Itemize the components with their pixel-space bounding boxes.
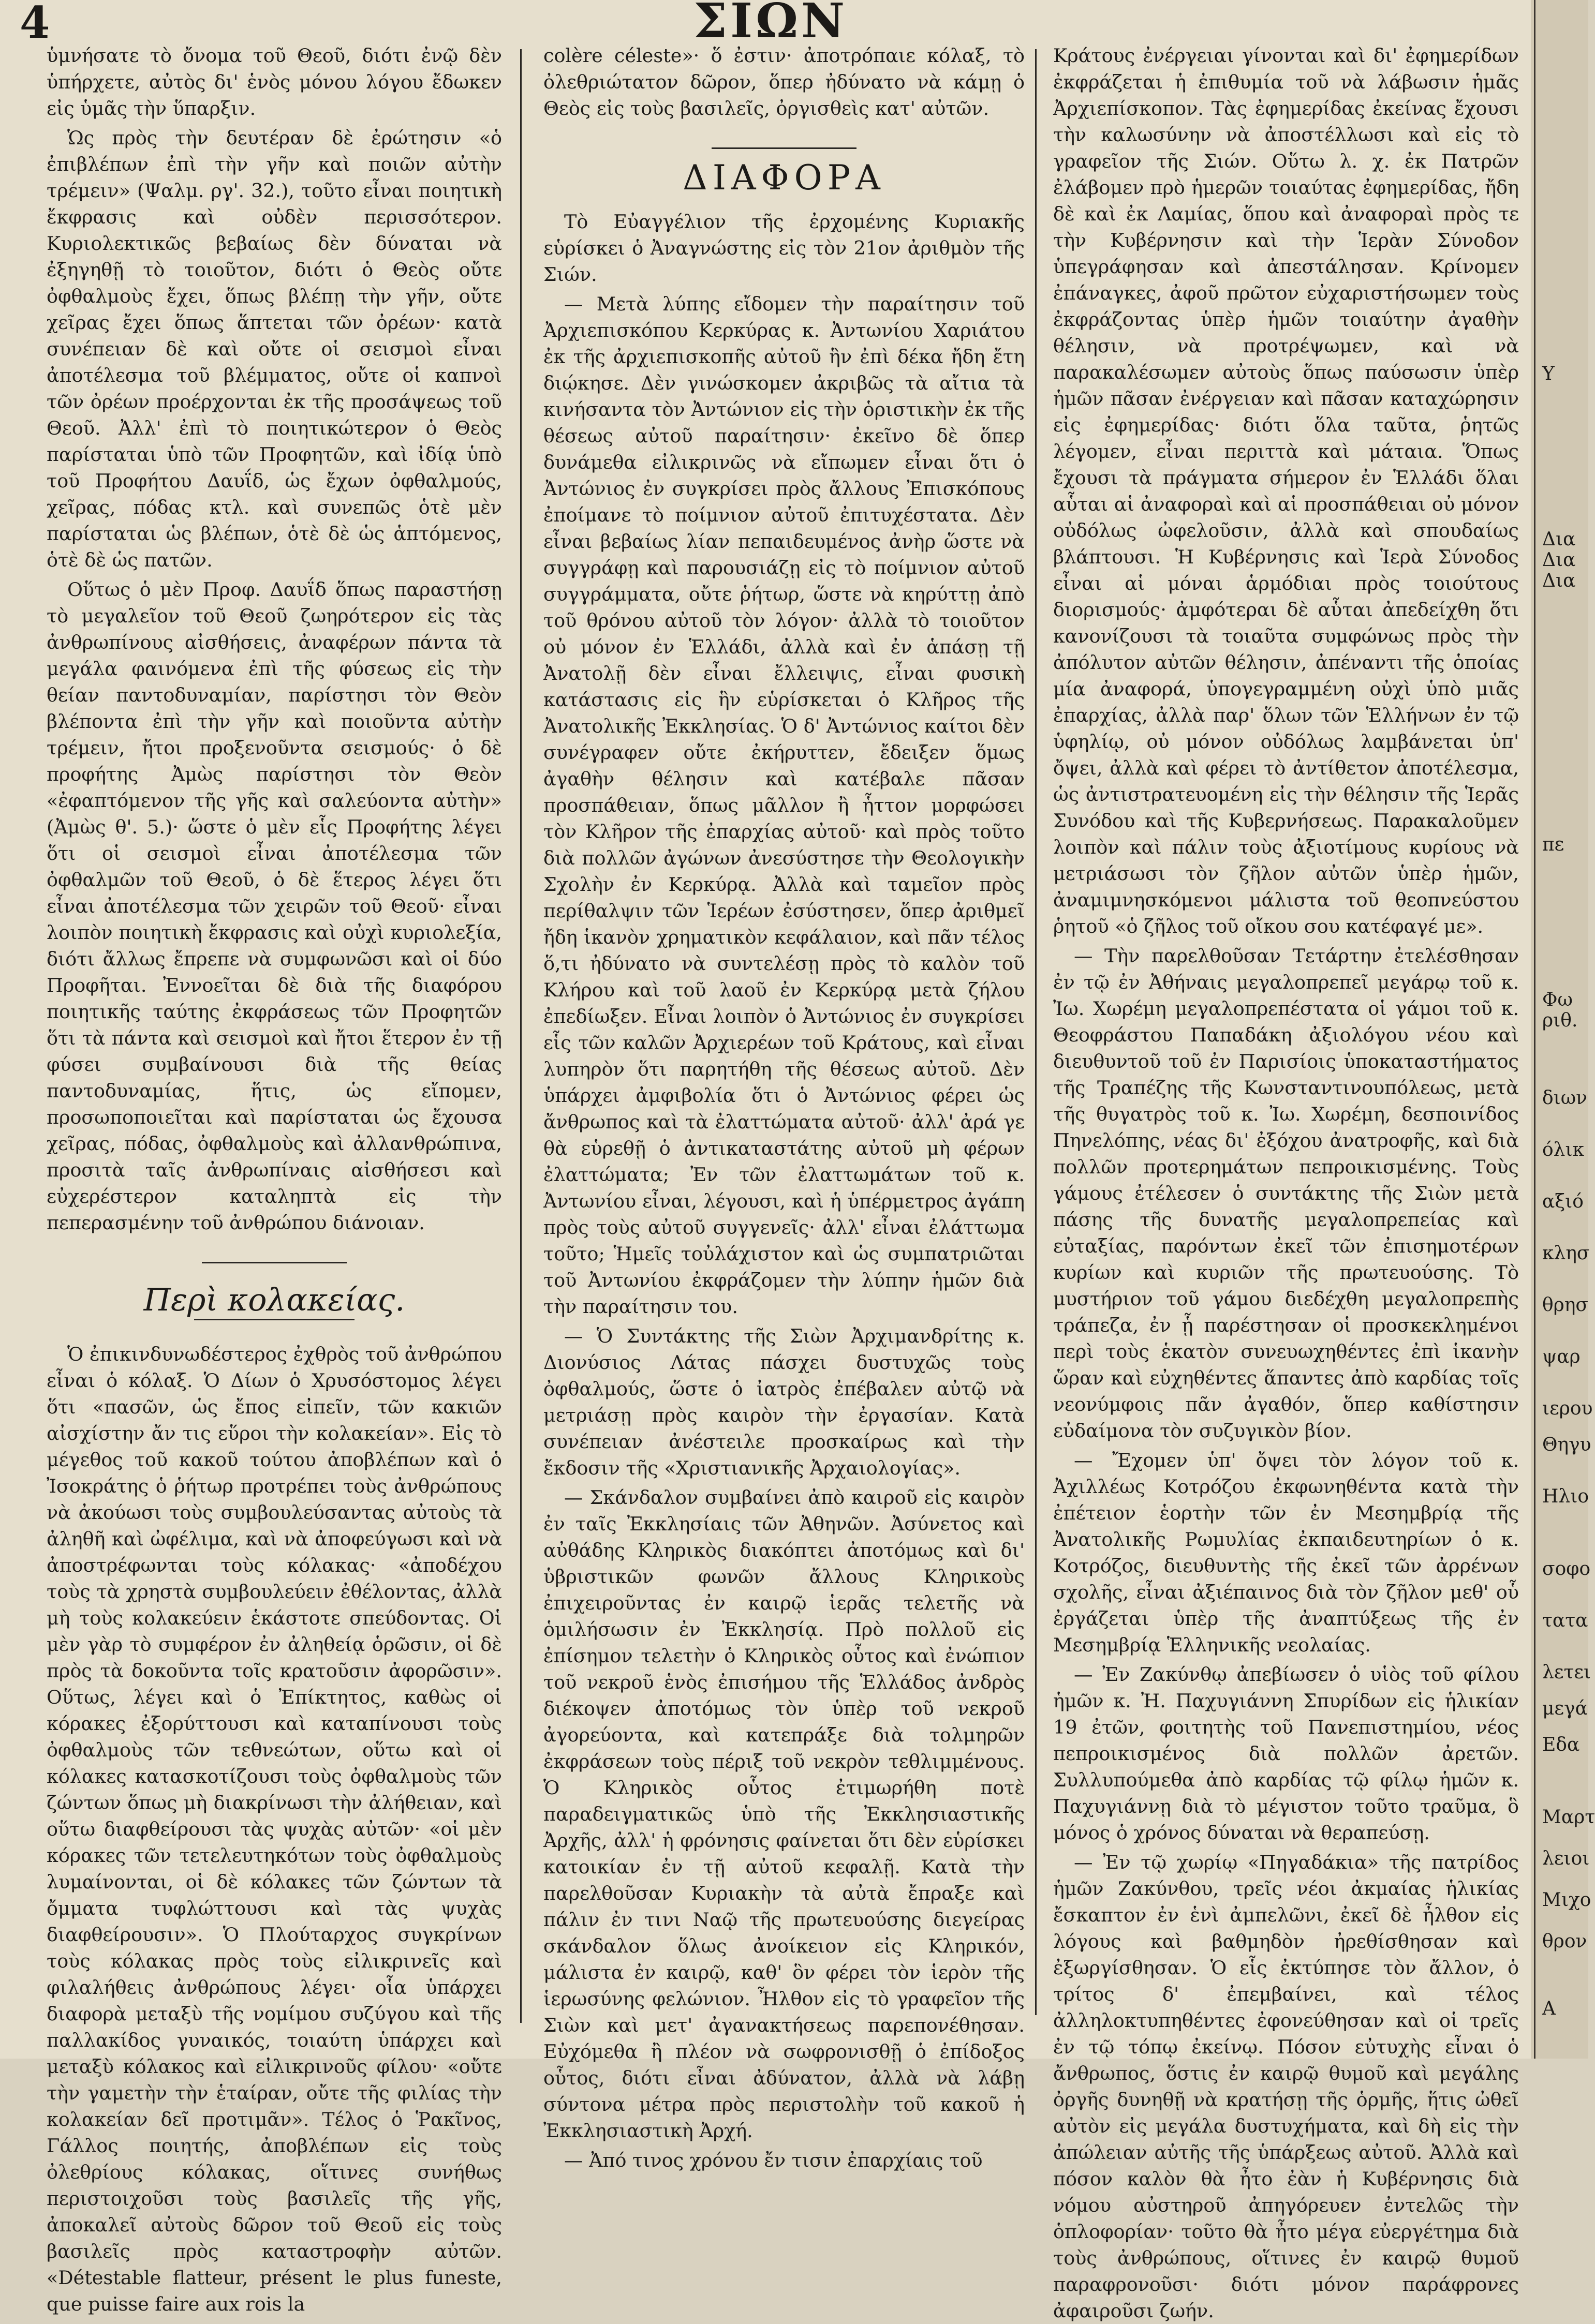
edge-fragment: Ηλιο (1542, 1486, 1589, 1507)
news-item: — Μετὰ λύπης εἴδομεν τὴν παραίτησιν τοῦ Ἀρχιεπισκόπου Κερκύρας κ. Ἀντωνίου Χαριάτου ἐκ τῆς ἀρχιεπισκοπῆς αὐτοῦ ἣν ἐπὶ δέκα ἤδη ἔτη διῴκησε. Δὲν γινώσκομεν ἀκριβῶς τὰ αἴτια τὰ κινήσαντα τὸν Ἀντώνιον εἰς τὴν ὁριστικὴν ἐκ τῆς θέσεως αὐτοῦ παραίτησιν· ἐκεῖνο δὲ ὅπερ δυνάμεθα εἰλικρινῶς νὰ εἴπωμεν εἶναι ὅτι ὁ Ἀντώνιος ἐν συγκρίσει πρὸς ἄλλους Ἐπισκόπους ἐποίμανε τὸ ποίμνιον αὐτοῦ ἐπιτυχέστατα. Δὲν εἶναι βεβαίως λίαν πεπαιδευμένος ἀνὴρ ὥστε νὰ συγγράφῃ καὶ παρουσιάζῃ εἰς τὸ ποίμνιον αὐτοῦ συγγράμματα, οὔτε ῥήτωρ, ὥστε νὰ κηρύττῃ ἀπὸ τοῦ θρόνου αὐτοῦ τὸν λόγον· ἀλλὰ τὸ τοιοῦτον οὐ μόνον ἐν Ἑλλάδι, ἀλλὰ καὶ ἐν ἁπάσῃ τῇ Ἀνατολῇ δὲν εἶναι ἔλλειψις, εἶναι φυσικὴ κατάστασις εἰς ἣν εὑρίσκεται ὁ Κλῆρος τῆς Ἀνατολικῆς Ἐκκλησίας. Ὁ δ' Ἀντώνιος καίτοι δὲν συνέγραφεν οὔτε ἐκήρυττεν, ἔδειξεν ὅμως ἀγαθὴν θέλησιν καὶ κατέβαλε πᾶσαν προσπάθειαν, ὅπως μᾶλλον ἢ ἧττον μορφώσει τὸν Κλῆρον τῆς ἐπαρχίας αὐτοῦ· καὶ πρὸς τοῦτο διὰ πολλῶν ἀγώνων ἀνεσύστησε τὴν Θεολογικὴν Σχολὴν ἐν Κερκύρᾳ. Ἀλλὰ καὶ ταμεῖον πρὸς περίθαλψιν τῶν Ἱερέων ἐσύστησεν, ὅπερ ἀριθμεῖ ἤδη ἱκανὸν χρηματικὸν κεφάλαιον, καὶ πᾶν τέλος ὅ,τι ἠδύνατο νὰ συντελέσῃ πρὸς τὸ καλὸν τοῦ Κλήρου καὶ τοῦ λαοῦ ἐν Κερκύρᾳ μετὰ ζήλου ἐπεδίωξεν. Εἶναι λοιπὸν ὁ Ἀντώνιος ἐν συγκρίσει εἷς τῶν καλῶν Ἀρχιερέων τοῦ Κράτους, καὶ εἶναι λυπηρὸν ὅτι παρητήθη τῆς θέσεως αὐτοῦ. Δὲν ὑπάρχει ἀμφιβολία ὅτι ὁ Ἀντώνιος φέρει ὡς ἄνθρωπος καὶ τὰ ἐλαττώματα αὐτοῦ· ἀλλ' ἀρά γε θὰ εὑρεθῇ ὁ ἀντικαταστάτης αὐτοῦ μὴ φέρων ἐλαττώματα; Ἐν τῶν ἐλαττωμάτων τοῦ κ. Ἀντωνίου εἶναι, λέγουσι, καὶ ἡ ὑπέρμετρος ἀγάπη πρὸς τοὺς αὐτοῦ συγγενεῖς· ἀλλ' εἶναι ἐλάττωμα τοῦτο; Ἡμεῖς τοὐλάχιστον καὶ ὡς συμπατριῶται τοῦ Ἀντωνίου ἐκφράζομεν τὴν λύπην ἡμῶν διὰ τὴν παραίτησιν του. (543, 293, 1025, 1318)
news-item: Κράτους ἐνέργειαι γίνονται καὶ δι' ἐφημερίδων ἐκφράζεται ἡ ἐπιθυμία τοῦ νὰ λάβωσιν ἡμᾶς Ἀρχιεπίσκοπον. Τὰς ἐφημερίδας ἐκείνας ἔχουσι τὴν καλωσύνην νὰ ἀποστέλλωσι καὶ εἰς τὸ γραφεῖον τῆς Σιών. Οὕτω λ. χ. ἐκ Πατρῶν ἐλάβομεν πρὸ ἡμερῶν τοιαύτας ἐφημερίδας, ἤδη δὲ καὶ ἐκ Λαμίας, ὅπου καὶ ἀναφοραὶ πρὸς τε τὴν Κυβέρνησιν καὶ τὴν Ἱερὰν Σύνοδον ὑπεγράφησαν καὶ ἀπεστάλησαν. Κρίνομεν ἐπάναγκες, ἀφοῦ πρῶτον εὐχαριστήσωμεν τοὺς ἐκφράζοντας ὑπὲρ ἡμῶν τοιαύτην ἀγαθὴν θέλησιν, νὰ προτρέψωμεν, καὶ νὰ παρακαλέσωμεν αὐτοὺς ὅπως παύσωσιν ὑπὲρ ἡμῶν πᾶσαν ἐνέργειαν καὶ πᾶσαν καταχώρησιν εἰς ἐφημερίδας· διότι ὅλα ταῦτα, ῥητῶς λέγομεν, εἶναι περιττὰ καὶ μάταια. Ὅπως ἔχουσι τὰ πράγματα σήμερον ἐν Ἑλλάδι ὅλαι αὗται αἱ ἀναφοραὶ καὶ αἱ προσπάθειαι οὐ μόνον οὐδόλως ὠφελοῦσιν, ἀλλὰ καὶ σπουδαίως βλάπτουσι. Ἡ Κυβέρνησις καὶ Ἱερὰ Σύνοδος εἶναι αἱ μόναι ἁρμόδιαι πρὸς τοιούτους διορισμούς· ἀμφότεραι δὲ αὗται ἀπεδείχθη ὅτι κανονίζουσι τὰ τοιαῦτα συμφώνως πρὸς τὴν ἀπόλυτον αὐτῶν θέλησιν, ἀπέναντι τῆς ὁποίας μία ἀναφορά, ὑπογεγραμμένη οὐχὶ ὑπὸ μιᾶς ἐπαρχίας, ἀλλὰ παρ' ὅλων τῶν Ἑλλήνων ἐν τῷ ὑφηλίῳ, οὐ μόνον οὐδόλως λαμβάνεται ὑπ' ὄψει, ἀλλὰ καὶ φέρει τὸ ἀντίθετον ἀποτέλεσμα, ὡς ἀντιστρατευομένη εἰς τὴν θέλησιν τῆς Ἱερᾶς Συνόδου καὶ τῆς Κυβερνήσεως. Παρακαλοῦμεν λοιπὸν καὶ πάλιν τοὺς ἀξιοτίμους κυρίους νὰ μετριάσωσι τὸν ζῆλον αὐτῶν ὑπὲρ ἡμῶν, ἀναμιμνησκόμενοι μάλιστα τοῦ θεοπνεύστου ῥητοῦ «ὁ ζῆλος τοῦ οἴκου σου κατέφαγέ με». (1053, 44, 1519, 937)
edge-fragment: διων (1542, 1087, 1588, 1109)
edge-fragment: όλικ (1542, 1139, 1585, 1160)
edge-fragment: ιερου (1542, 1398, 1593, 1419)
news-item: — Ὁ Συντάκτης τῆς Σιὼν Ἀρχιμανδρίτης κ. Διονύσιος Λάτας πάσχει δυστυχῶς τοὺς ὀφθαλμούς, ὥστε ὁ ἰατρὸς ἐπέβαλεν αὐτῷ νὰ μετριάσῃ πρὸς καιρὸν τὴν ἐργασίαν. Κατὰ συνέπειαν ἀνέστειλε προσκαίρως καὶ τὴν ἔκδοσιν τῆς «Χριστιανικῆς Ἀρχαιολογίας». (543, 1325, 1025, 1479)
edge-fragment: θρον (1542, 1931, 1587, 1952)
edge-fragment: μεγά (1542, 1698, 1588, 1719)
edge-fragment: Α (1542, 1998, 1556, 2019)
section-divider (202, 1262, 347, 1263)
edge-fragment: Μιχο (1542, 1889, 1591, 1911)
edge-fragment: πε (1542, 834, 1564, 855)
column-divider-right (1035, 49, 1037, 2015)
paragraph: colère céleste»· ὅ ἐστιν· ἀποτρόπαιε κόλαξ, τὸ ὀλεθριώτατον δῶρον, ὅπερ ἠδύνατο νὰ κάμῃ ὁ Θεὸς εἰς τοὺς βασιλεῖς, ὀργισθεὶς κατ' αὐτῶν. (543, 44, 1025, 120)
edge-fragment: Θηγυ (1542, 1434, 1591, 1455)
edge-fragment: ριθ. (1542, 1010, 1578, 1031)
edge-fragment: Μαρτ (1542, 1807, 1595, 1828)
news-item: — Ἔχομεν ὑπ' ὄψει τὸν λόγον τοῦ κ. Ἀχιλλέως Κοτρόζου ἐκφωνηθέντα κατὰ τὴν ἐπέτειον ἑορτὴν τῶν ἐν Μεσημβρίᾳ τῆς Ἀνατολικῆς Ρωμυλίας ἐκπαιδευτηρίων ὁ κ. Κοτρόζος, διευθυντὴς τῆς ἐκεῖ τῶν ἀρρένων σχολῆς, εἶναι ἀξιέπαινος διὰ τὸν ζῆλον μεθ' οὗ ἐργάζεται ὑπὲρ τῆς ἀναπτύξεως τῆς ἐν Μεσημβρίᾳ Ἑλληνικῆς νεολαίας. (1053, 1449, 1519, 1656)
news-item: Τὸ Εὐαγγέλιον τῆς ἐρχομένης Κυριακῆς εὑρίσκει ὁ Ἀναγνώστης εἰς τὸν 21ον ἀριθμὸν τῆς Σιών. (543, 211, 1025, 286)
edge-fragment: Δια (1542, 529, 1576, 550)
edge-fragment: ψαρ (1542, 1346, 1581, 1367)
news-item: — Σκάνδαλον συμβαίνει ἀπὸ καιροῦ εἰς καιρὸν ἐν ταῖς Ἐκκλησίαις τῶν Ἀθηνῶν. Ἀσύνετος καὶ αὐθάδης Κληρικὸς διακόπτει ἀποτόμως καὶ δι' ὑβριστικῶν φωνῶν ἄλλους Κληρικοὺς ἐπιχειροῦντας ἐν καιρῷ ἱερᾶς τελετῆς νὰ ὁμιλήσωσιν ἐν Ἐκκλησίᾳ. Πρὸ πολλοῦ εἰς ἐπίσημον τελετὴν ὁ Κληρικὸς οὗτος καὶ ἐνώπιον τοῦ νεκροῦ ἑνὸς ἐπισήμου τῆς Ἑλλάδος ἀνδρὸς διέκοψεν ἀποτόμως τὸν ὑπὲρ τοῦ νεκροῦ ἀγορεύοντα, καὶ κατεπράξε διὰ τολμηρῶν ἐκφράσεων τοὺς πέριξ τοῦ νεκρὸν τεθλιμμένους. Ὁ Κληρικὸς οὗτος ἐτιμωρήθη ποτὲ παραδειγματικῶς ὑπὸ τῆς Ἐκκλησιαστικῆς Ἀρχῆς, ἀλλ' ἡ φρόνησις φαίνεται ὅτι δὲν εὑρίσκει κατοικίαν ἐν τῇ αὐτοῦ κεφαλῇ. Κατὰ τὴν παρελθοῦσαν Κυριακὴν τὰ αὐτὰ ἔπραξε καὶ πάλιν ἐν τινι Ναῷ τῆς πρωτευούσης διεγείρας σκάνδαλον ὅλως ἀνοίκειον εἰς Κληρικόν, μάλιστα ἐν καιρῷ, καθ' ὃν φέρει τὸν ἱερὸν τῆς ἱερωσύνης φελώνιον. Ἦλθον εἰς τὸ γραφεῖον τῆς Σιὼν καὶ μετ' ἀγανακτήσεως παρεπονέθησαν. Εὐχόμεθα ἢ πλέον νὰ σωφρονισθῇ ὁ ἐπίδοξος οὗτος, διότι εἶναι ἀδύνατον, ἀλλὰ νὰ λάβῃ σύντονα μέτρα πρὸς περιστολὴν τοῦ κακοῦ ἡ Ἐκκλησιαστικὴ Ἀρχή. (543, 1486, 1025, 2142)
column-middle (543, 42, 1025, 2171)
edge-fragment: αξιό (1542, 1191, 1584, 1212)
adjacent-page-edge (1531, 0, 1595, 2059)
edge-fragment: Φω (1542, 989, 1573, 1010)
paragraph: Ὡς πρὸς τὴν δευτέραν δὲ ἐρώτησιν «ὁ ἐπιβλέπων ἐπὶ τὴν γῆν καὶ ποιῶν αὐτὴν τρέμειν» (Ψαλμ. ργ'. 32.), τοῦτο εἶναι ποιητικὴ ἔκφρασις καὶ οὐδὲν περισσότερον. Κυριολεκτικῶς βεβαίως δὲν δύναται νὰ ἐξηγηθῇ τὸ τοιοῦτον, διότι ὁ Θεὸς οὔτε ὀφθαλμοὺς ἔχει, ὅπως βλέπῃ τὴν γῆν, οὔτε χεῖρας ἔχει ὅπως ἅπτεται τῶν ὀρέων· κατὰ συνέπειαν δὲ καὶ οὔτε οἱ σεισμοὶ εἶναι ἀποτέλεσμα τοῦ βλέμματος, οὔτε οἱ καπνοὶ τῶν ὀρέων προέρχονται ἐκ τῆς προσάψεως τοῦ Θεοῦ. Ἀλλ' ἐπὶ τὸ ποιητικώτερον ὁ Θεὸς παρίσταται ὑπὸ τῶν Προφητῶν, καὶ ἰδίᾳ ὑπὸ τοῦ Προφήτου Δαυΐδ, ὡς ἔχων ὀφθαλμούς, χεῖρας, πόδας κτλ. καὶ συνεπῶς ὁτὲ μὲν παρίσταται ὡς βλέπων, ὁτὲ δὲ ὡς ἁπτόμενος, ὁτὲ δὲ ὡς πατῶν. (47, 127, 502, 571)
news-item: — Τὴν παρελθοῦσαν Τετάρτην ἐτελέσθησαν ἐν τῷ ἐν Ἀθήναις μεγαλοπρεπεῖ μεγάρῳ τοῦ κ. Ἰω. Χωρέμη μεγαλοπρεπέστατα οἱ γάμοι τοῦ κ. Θεοφράστου Παπαδάκη ἀξιολόγου νέου καὶ διευθυντοῦ τοῦ ἐν Παρισίοις ὑποκαταστήματος τῆς Τραπέζης τῆς Κωνσταντινουπόλεως, μετὰ τῆς θυγατρὸς τοῦ κ. Ἰω. Χωρέμη, δεσποινίδος Πηνελόπης, νέας δι' ἐξόχου ἀνατροφῆς, καὶ διὰ πολλῶν προτερημάτων πεπροικισμένης. Τοὺς γάμους ἐτέλεσεν ὁ συντάκτης τῆς Σιὼν μετὰ πάσης τῆς δυνατῆς μεγαλοπρεπείας καὶ εὐταξίας, παρόντων ἐκεῖ τῶν ἐπισημοτέρων κυρίων καὶ κυριῶν τῆς πρωτευούσης. Τὸ μυστήριον τοῦ γάμου διεδέχθη μεγαλοπρεπὴς τράπεζα, ἐν ᾗ παρέστησαν οἱ προσκεκλημένοι περὶ τοὺς ἑκατὸν συνευωχηθέντες ἐπὶ ἱκανὴν ὥραν καὶ εὐχηθέντες ἅπαντες ἀπὸ καρδίας τοῖς νεονύμφοις πᾶν ἀγαθόν, ὅπερ καθίστησιν εὐδαίμονα τὸν συζυγικὸν βίον. (1053, 945, 1519, 1442)
masthead-title: ΣΙΩΝ (693, 0, 848, 49)
edge-fragment: Υ (1542, 363, 1555, 384)
section-divider (712, 147, 856, 149)
edge-fragment: Δια (1542, 570, 1576, 591)
paragraph: Οὕτως ὁ μὲν Προφ. Δαυΐδ ὅπως παραστήσῃ τὸ μεγαλεῖον τοῦ Θεοῦ ζωηρότερον εἰς τὰς ἀνθρωπίνους αἰσθήσεις, ἀναφέρων πάντα τὰ μεγάλα φαινόμενα ἐπὶ τῆς φύσεως εἰς τὴν θείαν παντοδυναμίαν, παρίστησι τὸν Θεὸν βλέποντα ἐπὶ τὴν γῆν καὶ ποιοῦντα αὐτὴν τρέμειν, ἤτοι προξενοῦντα σεισμούς· ὁ δὲ προφήτης Ἀμὼς παρίστησι τὸν Θεὸν «ἐφαπτόμενον τῆς γῆς καὶ σαλεύοντα αὐτὴν» (Ἀμὼς θ'. 5.)· ὥστε ὁ μὲν εἷς Προφήτης λέγει ὅτι οἱ σεισμοὶ εἶναι ἀποτέλεσμα τῶν ὀφθαλμῶν τοῦ Θεοῦ, ὁ δὲ ἕτερος λέγει ὅτι εἶναι ἀποτέλεσμα τῶν χειρῶν τοῦ Θεοῦ· εἶναι λοιπὸν ποιητικὴ ἔκφρασις καὶ οὐχὶ κυριολεξία, διότι ἄλλως ἔπρεπε νὰ συμφωνῶσι καὶ οἱ δύο Προφῆται. Ἐννοεῖται δὲ διὰ τῆς διαφόρου ποιητικῆς ταύτης ἐκφράσεως τῶν Προφητῶν ὅτι τὰ πάντα καὶ σεισμοὶ καὶ ἤτοι ἕτερον ἐν τῇ φύσει συμβαίνουσι διὰ τῆς θείας παντοδυναμίας, ἥτις, ὡς εἴπομεν, προσωποποιεῖται καὶ παρίσταται ὡς ἔχουσα χεῖρας, πόδας, ὀφθαλμοὺς καὶ ἀλλανθρώπινα, προσιτὰ ταῖς ἀνθρωπίναις αἰσθήσεσι καὶ εὐχερέστερον καταληπτὰ εἰς τὴν πεπερασμένην τοῦ ἀνθρώπου διάνοιαν. (47, 578, 502, 1234)
news-item: — Ἀπό τινος χρόνου ἔν τισιν ἐπαρχίαις τοῦ (564, 2149, 983, 2171)
column-right (1053, 42, 1519, 2322)
column-divider-left (520, 49, 522, 2023)
edge-fragment: Δια (1542, 549, 1576, 571)
edge-fragment: τατα (1542, 1610, 1588, 1631)
edge-fragment: σοφο (1542, 1558, 1591, 1580)
edge-fragment: Εδα (1542, 1734, 1580, 1755)
news-item: — Ἐν Ζακύνθῳ ἀπεβίωσεν ὁ υἱὸς τοῦ φίλου ἡμῶν κ. Ἠ. Παχυγιάννη Σπυρίδων εἰς ἡλικίαν 19 ἐτῶν, φοιτητὴς τοῦ Πανεπιστημίου, νέος πεπροικισμένος διὰ πολλῶν ἀρετῶν. Συλλυπούμεθα ἀπὸ καρδίας τῷ φίλῳ ἡμῶν κ. Παχυγιάννῃ διὰ τὸ μέγιστον τοῦτο τραῦμα, ὃ μόνος ὁ χρόνος δύναται νὰ θεραπεύσῃ. (1053, 1663, 1519, 1844)
paragraph: Ὁ ἐπικινδυνωδέστερος ἐχθρὸς τοῦ ἀνθρώπου εἶναι ὁ κόλαξ. Ὁ Δίων ὁ Χρυσόστομος λέγει ὅτι «πασῶν, ὡς ἔπος εἰπεῖν, τῶν κακιῶν αἰσχίστην ἄν τις εὕροι τὴν κολακείαν». Εἰς τὸ μέγεθος τοῦ κακοῦ τούτου ἀποβλέπων καὶ ὁ Ἰσοκράτης ὁ ῥήτωρ προτρέπει τοὺς ἀνθρώπους νὰ ἀκούωσι τοὺς συμβουλεύσαντας αὐτοὺς τὰ ἀληθῆ καὶ ὠφέλιμα, καὶ νὰ ἀποφεύγωσι καὶ νὰ ἀποστρέφωνται τοὺς κόλακας· «ἀποδέχου τοὺς τὰ χρηστὰ συμβουλεύειν ἐθέλοντας, ἀλλὰ μὴ τοὺς κολακεύειν ἑκάστοτε σπεύδοντας. Οἱ μὲν γὰρ τὸ συμφέρον ἐν ἀληθείᾳ ὁρῶσιν, οἱ δὲ πρὸς τὰ δοκοῦντα τοῖς κρατοῦσιν ἀφορῶσιν». Οὕτως, λέγει καὶ ὁ Ἐπίκτητος, καθὼς οἱ κόρακες ἐξορύττουσι καὶ καταπίνουσι τοὺς ὀφθαλμοὺς τῶν τεθνεώτων, οὕτω καὶ οἱ κόλακες κατασκοτίζουσι τοὺς ὀφθαλμοὺς τῶν ζώντων ὅπως μὴ διακρίνωσι τὴν ἀλήθειαν, καὶ οὕτω διαφθείρουσι τὰς ψυχὰς αὐτῶν· «οἱ μὲν κόρακες τῶν τετελευτηκότων τοὺς ὀφθαλμοὺς λυμαίνονται, οἱ δὲ κόλακες τῶν ζώντων τὰ ὄμματα τυφλώττουσι καὶ τὰς ψυχὰς διαφθείρουσιν». Ὁ Πλούταρχος συγκρίνων τοὺς κόλακας πρὸς τοὺς εἰλικρινεῖς καὶ φιλαλήθεις ἀνθρώπους λέγει· οἷα ὑπάρχει διαφορὰ μεταξὺ τῆς νομίμου συζύγου καὶ τῆς παλλακίδος γυναικός, τοιαύτη ὑπάρχει καὶ μεταξὺ κόλακος καὶ εἰλικρινοῦς φίλου· «οὔτε τὴν γαμετὴν τὴν ἑταίραν, οὔτε τῆς φιλίας τὴν κολακείαν δεῖ προτιμᾶν». Τέλος ὁ Ῥακῖνος, Γάλλος ποιητής, ἀποβλέπων εἰς τοὺς ὀλεθρίους κόλακας, οἵτινες συνήθως περιστοιχοῦσι τοὺς βασιλεῖς τῆς γῆς, ἀποκαλεῖ αὐτοὺς δῶρον τοῦ Θεοῦ εἰς τοὺς βασιλεῖς πρὸς καταστροφὴν αὐτῶν. «Détestable flatteur, présent le plus funeste, que puisse faire aux rois la (47, 1343, 502, 2315)
edge-fragment: λειοι (1542, 1848, 1590, 1869)
paragraph: ὑμνήσατε τὸ ὄνομα τοῦ Θεοῦ, διότι ἐνῷ δὲν ὑπήρχετε, αὐτὸς δι' ἑνὸς μόνου λόγου ἔδωκεν εἰς ὑμᾶς τὴν ὕπαρξιν. (47, 44, 502, 120)
edge-fragment: λετει (1542, 1662, 1591, 1683)
article-title: Περὶ κολακείας. (143, 1282, 405, 1318)
column-left (47, 42, 502, 2315)
page-number: 4 (20, 0, 50, 48)
edge-fragment: κλησ (1542, 1243, 1590, 1264)
page-edge-line (1534, 0, 1535, 2059)
news-item: — Ἐν τῷ χωρίῳ «Πηγαδάκια» τῆς πατρίδος ἡμῶν Ζακύνθου, τρεῖς νέοι ἀκμαίας ἡλικίας ἔσκαπτον ἐν ἑνὶ ἀμπελῶνι, ἐκεῖ δὲ ἦλθον εἰς λόγους καὶ βαθμηδὸν ἠρεθίσθησαν καὶ ἐξωργίσθησαν. Ὁ εἷς ἐκτύπησε τὸν ἄλλον, ὁ τρίτος δ' ἐπεμβαίνει, καὶ τέλος ἀλληλοκτυπηθέντες ἐφονεύθησαν καὶ οἱ τρεῖς ἐν τῷ τόπῳ ἐκείνῳ. Πόσον εὐτυχὴς εἶναι ὁ ἄνθρωπος, ὅστις ἐν καιρῷ θυμοῦ καὶ μεγάλης ὀργῆς δυνηθῇ νὰ κρατήσῃ τῆς ὁρμῆς, ἥτις ὠθεῖ αὐτὸν εἰς μεγάλα δυστυχήματα, καὶ δὴ εἰς τὴν ἀπώλειαν αὐτῆς τῆς ὑπάρξεως αὐτοῦ. Ἀλλὰ καὶ πόσον καλὸν θὰ ἦτο ἐὰν ἡ Κυβέρνησις διὰ νόμου αὐστηροῦ ἀπηγόρευεν ἐντελῶς τὴν ὁπλοφορίαν· τοῦτο θὰ ἦτο μέγα εὐεργέτημα διὰ τοὺς ἀνθρώπους, οἵτινες ἐν καιρῷ θυμοῦ παραφρονοῦσι· διότι μόνον παράφρονες ἀφαιροῦσι ζωήν. (1053, 1851, 1519, 2322)
edge-fragment: θρησ (1542, 1294, 1588, 1316)
section-heading: ΔΙΑΦΟΡΑ (683, 158, 885, 198)
title-underline (194, 1319, 355, 1320)
